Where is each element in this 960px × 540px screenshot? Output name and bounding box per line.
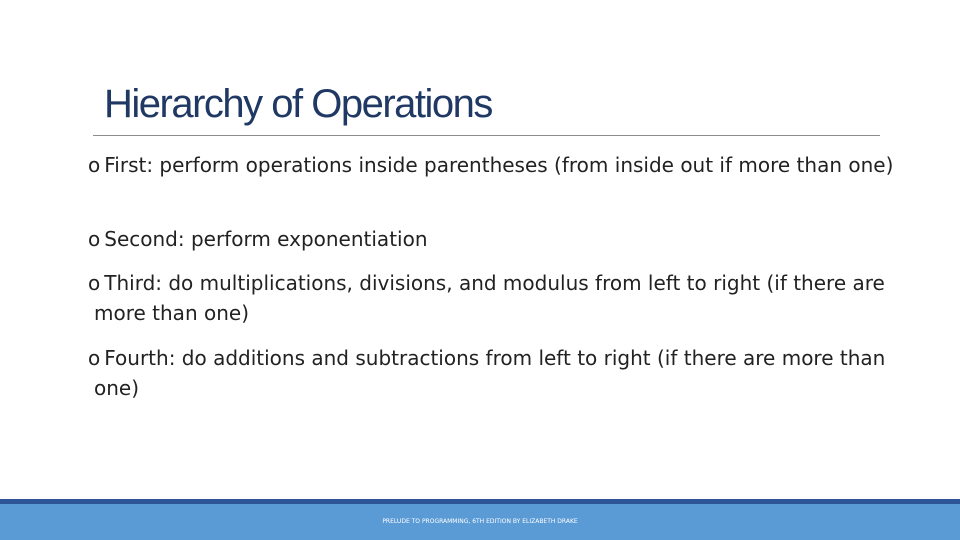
- footer-text: PRELUDE TO PROGRAMMING, 6TH EDITION BY ELIZABETH DRAKE: [382, 518, 578, 525]
- bullet-item-first: [88, 150, 894, 180]
- title-divider: [93, 135, 880, 136]
- bullet-text: First: perform operations inside parentheses (from inside out if more than one): [104, 153, 894, 177]
- bullet-marker: o: [88, 227, 101, 251]
- bullet-marker: o: [88, 271, 101, 295]
- bullet-marker: o: [88, 153, 101, 177]
- bullet-item-fourth: [88, 343, 894, 403]
- bullet-item-third: [88, 268, 894, 328]
- bullet-text: Second: perform exponentiation: [104, 227, 428, 251]
- bullet-text: Third: do multiplications, divisions, and modulus from left to right (if there are more than one): [94, 271, 885, 325]
- bullet-item-second: [88, 224, 894, 254]
- bullet-text: Fourth: do additions and subtractions from left to right (if there are more than one): [94, 346, 886, 400]
- bullet-marker: o: [88, 346, 101, 370]
- slide-title: Hierarchy of Operations: [104, 82, 492, 126]
